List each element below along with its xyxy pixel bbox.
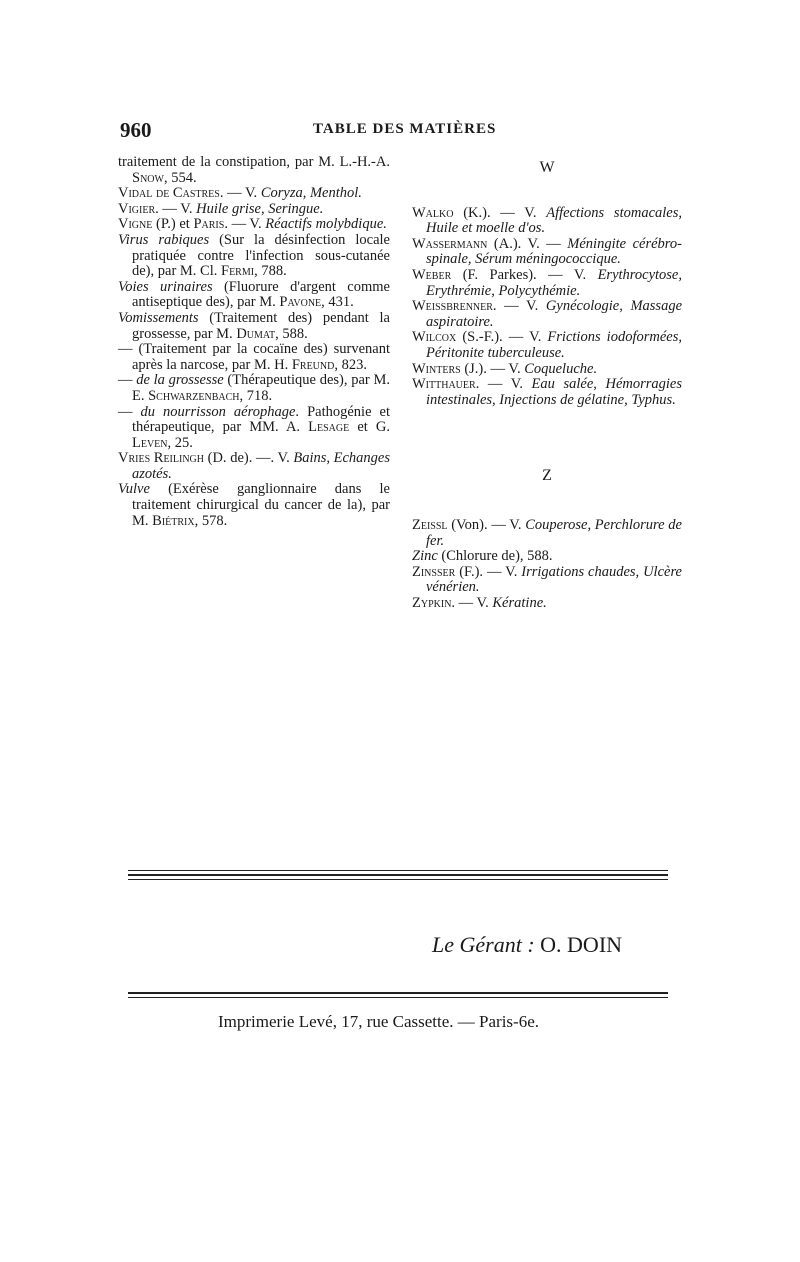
index-entry: Zinsser (F.). — V. Irrigations chaudes, Ulcère vénérien. bbox=[412, 563, 682, 596]
index-entry: — (Traitement par la cocaïne des) survenant après la narcose, par M. H. Freund, 823. bbox=[118, 341, 390, 373]
divider-rule bbox=[128, 879, 668, 880]
index-entry: Vries Reilingh (D. de). —. V. Bains, Echanges azotés. bbox=[118, 450, 391, 482]
page-number: 960 bbox=[120, 118, 152, 142]
divider-rule bbox=[128, 997, 668, 998]
index-entry: Vidal de Castres. — V. Coryza, Menthol. bbox=[118, 185, 362, 202]
printer-imprint: Imprimerie Levé, 17, rue Cassette. — Paris-6e. bbox=[218, 1012, 540, 1031]
publisher-signature bbox=[432, 932, 622, 958]
index-entry: — de la grossesse (Thérapeutique des), par M. E. Schwarzenbach, 718. bbox=[118, 372, 390, 404]
index-entry: Vigne (P.) et Paris. — V. Réactifs molybdique. bbox=[118, 216, 387, 233]
index-entry: Witthauer. — V. Eau salée, Hémorragies intestinales, Injections de gélatine, Typhus. bbox=[412, 376, 682, 408]
index-entry: Winters (J.). — V. Coqueluche. bbox=[412, 360, 598, 377]
index-entry: traitement de la constipation, par M. L.-H.-A. Snow, 554. bbox=[118, 154, 390, 186]
index-entry: Walko (K.). — V. Affections stomacales, Huile et moelle d'os. bbox=[412, 204, 682, 237]
index-entry: Weissbrenner. — V. Gynécologie, Massage aspiratoire. bbox=[412, 298, 683, 330]
index-entry: Vomissements (Traitement des) pendant la grossesse, par M. Dumat, 588. bbox=[118, 309, 390, 342]
running-title: TABLE DES MATIÈRES bbox=[313, 121, 497, 137]
divider-rule bbox=[128, 870, 668, 871]
index-entry: Voies urinaires (Fluorure d'argent comme antiseptique des), par M. Pavone, 431. bbox=[118, 278, 390, 311]
index-entry: Vulve (Exérèse ganglionnaire dans le traitement chirurgical du cancer de la), par M. Biétrix, 578. bbox=[118, 481, 390, 529]
index-entry: Zeissl (Von). — V. Couperose, Perchlorure de fer. bbox=[412, 516, 682, 549]
index-entry: Zypkin. — V. Kératine. bbox=[412, 594, 547, 611]
divider-rule bbox=[128, 874, 668, 876]
index-entry: Weber (F. Parkes). — V. Erythrocytose, Erythrémie, Polycythémie. bbox=[412, 266, 682, 299]
left-column bbox=[118, 155, 390, 529]
gerant-name: O. DOIN bbox=[540, 932, 623, 957]
index-entry: Zinc (Chlorure de), 588. bbox=[412, 548, 553, 565]
section-letter-z: Z bbox=[542, 467, 552, 485]
index-entry: Wassermann (A.). V. — Méningite cérébro-spinale, Sérum méningococcique. bbox=[412, 235, 682, 268]
divider-rule bbox=[128, 992, 668, 994]
section-letter-w: W bbox=[539, 159, 555, 176]
gerant-label: Le Gérant : bbox=[432, 932, 535, 957]
index-entry: — du nourrisson aérophage. Pathogénie et thérapeutique, par MM. A. Lesage et G. Leven, 25. bbox=[118, 403, 390, 451]
index-entry: Virus rabiques (Sur la désinfection locale pratiquée contre l'infection sous-cutanée de), par M. Cl. Fermi, 788. bbox=[118, 231, 390, 280]
index-entry: Vigier. — V. Huile grise, Seringue. bbox=[118, 200, 324, 217]
right-column bbox=[412, 160, 682, 611]
index-entry: Wilcox (S.-F.). — V. Frictions iodoformées, Péritonite tuberculeuse. bbox=[412, 329, 682, 361]
